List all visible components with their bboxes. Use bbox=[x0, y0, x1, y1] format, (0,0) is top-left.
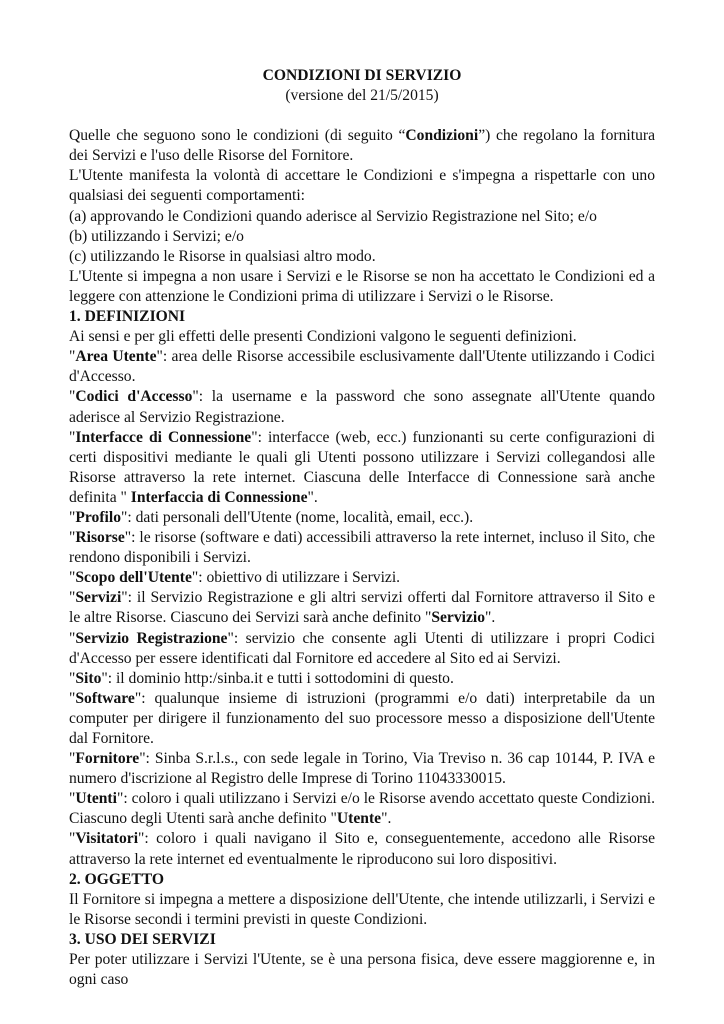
text-run: ": le risorse (software e dati) accessibili attraverso la rete internet, incluso il Sito, che rendono disponibili i Servizi. bbox=[69, 529, 655, 567]
paragraph bbox=[69, 890, 655, 930]
paragraph bbox=[69, 950, 655, 990]
document-title: CONDIZIONI DI SERVIZIO bbox=[262, 67, 462, 84]
defined-term: Profilo bbox=[75, 508, 121, 526]
document-page bbox=[69, 66, 655, 990]
paragraph bbox=[69, 588, 655, 628]
paragraph bbox=[69, 629, 655, 669]
text-run: " bbox=[69, 689, 76, 707]
text-run: L'Utente si impegna a non usare i Servizi e le Risorse se non ha accettato le Condizioni ed a leggere con attenzione le Condizioni prima di utilizzare i Servizi o le Risorse. bbox=[69, 267, 655, 305]
text-run: ". bbox=[381, 810, 392, 828]
text-run: ": coloro i quali utilizzano i Servizi e/o le Risorse avendo accettato queste Condizioni. Ciascuno degli Utenti sarà anche definito " bbox=[69, 790, 655, 828]
text-run: ": interfacce (web, ecc.) funzionanti su certe configurazioni di certi dispositivi mediante le quali gli Utenti possono utilizzare i Servizi collegandosi alle Risorse attraverso la rete internet. Ciascuna delle Interfacce di Connessione sarà anche definita " bbox=[69, 428, 655, 506]
text-run: " bbox=[69, 589, 76, 607]
paragraph bbox=[69, 126, 655, 166]
text-run: " bbox=[69, 790, 76, 808]
defined-term: Visitatori bbox=[75, 830, 139, 848]
paragraph bbox=[69, 428, 655, 508]
text-run: " bbox=[69, 348, 76, 366]
defined-term: Utente bbox=[336, 810, 382, 828]
text-run: L'Utente manifesta la volontà di accettare le Condizioni e s'impegna a rispettarle con uno qualsiasi dei seguenti comportamenti: bbox=[69, 167, 655, 205]
text-run: Ai sensi e per gli effetti delle presenti Condizioni valgono le seguenti definizioni. bbox=[69, 328, 577, 346]
defined-term: Utenti bbox=[75, 790, 117, 808]
text-run: " bbox=[69, 669, 76, 687]
text-run: " bbox=[69, 508, 76, 526]
paragraph bbox=[69, 347, 655, 387]
text-run: ": qualunque insieme di istruzioni (programmi e/o dati) interpretabile da un computer per dirigere il funzionamento del suo processore messo a disposizione dell'Utente dal Fornitore. bbox=[69, 689, 655, 747]
text-run: 1. DEFINIZIONI bbox=[69, 308, 186, 326]
text-run: " bbox=[69, 830, 76, 848]
paragraph bbox=[69, 829, 655, 869]
defined-term: Fornitore bbox=[75, 750, 140, 768]
text-run: ": la username e la password che sono assegnate all'Utente quando aderisce al Servizio Registrazione. bbox=[69, 388, 655, 426]
document-body bbox=[69, 126, 655, 990]
text-run: " bbox=[69, 428, 76, 446]
text-run: ": il Servizio Registrazione e gli altri servizi offerti dal Fornitore attraverso il Sito e le altre Risorse. Ciascuno dei Servizi sarà anche definito " bbox=[69, 589, 655, 627]
text-run: Quelle che seguono sono le condizioni (di seguito “ bbox=[69, 127, 406, 145]
text-run: ": Sinba S.r.l.s., con sede legale in Torino, Via Treviso n. 36 cap 10144, P. IVA e numero d'iscrizione al Registro delle Imprese di Torino 11043330015. bbox=[69, 750, 655, 788]
paragraph bbox=[69, 387, 655, 427]
text-run: ": il dominio http:/sinba.it e tutti i sottodomini di questo. bbox=[101, 669, 454, 687]
defined-term: Sito bbox=[75, 669, 102, 687]
text-run: " bbox=[69, 569, 76, 587]
text-run: (a) approvando le Condizioni quando aderisce al Servizio Registrazione nel Sito; e/o bbox=[69, 207, 597, 225]
text-run: ". bbox=[485, 609, 496, 627]
text-run: Per poter utilizzare i Servizi l'Utente, se è una persona fisica, deve essere maggiorenne e, in ogni caso bbox=[69, 951, 655, 989]
paragraph bbox=[69, 749, 655, 789]
defined-term: Risorse bbox=[75, 529, 125, 547]
text-run: Il Fornitore si impegna a mettere a disposizione dell'Utente, che intende utilizzarli, i Servizi e le Risorse secondi i termini previsti in queste Condizioni. bbox=[69, 890, 655, 928]
paragraph bbox=[69, 166, 655, 206]
text-run: (c) utilizzando le Risorse in qualsiasi altro modo. bbox=[69, 247, 376, 265]
paragraph bbox=[69, 247, 655, 267]
text-run: ": obiettivo di utilizzare i Servizi. bbox=[191, 569, 401, 587]
defined-term: Area Utente bbox=[75, 348, 157, 366]
text-run: ”) che regolano la fornitura dei Servizi e l'uso delle Risorse del Fornitore. bbox=[69, 127, 655, 165]
section-heading bbox=[69, 307, 655, 327]
paragraph bbox=[69, 789, 655, 829]
text-run: ": area delle Risorse accessibile esclusivamente dall'Utente utilizzando i Codici d'Accesso. bbox=[69, 348, 655, 386]
text-run: " bbox=[69, 529, 76, 547]
paragraph bbox=[69, 669, 655, 689]
text-run: ": dati personali dell'Utente (nome, località, email, ecc.). bbox=[121, 508, 474, 526]
defined-term: Software bbox=[75, 689, 135, 707]
paragraph bbox=[69, 508, 655, 528]
text-run: 3. USO DEI SERVIZI bbox=[69, 930, 216, 948]
paragraph bbox=[69, 207, 655, 227]
paragraph bbox=[69, 267, 655, 307]
section-heading bbox=[69, 930, 655, 950]
text-run: ": coloro i quali navigano il Sito e, conseguentemente, accedono alle Risorse attraverso la rete internet ed eventualmente le riproducono sui loro dispositivi. bbox=[69, 830, 655, 868]
text-run: 2. OGGETTO bbox=[69, 870, 165, 888]
text-run: " bbox=[69, 388, 76, 406]
defined-term: Servizi bbox=[75, 589, 122, 607]
defined-term: Interfaccia di Connessione bbox=[130, 488, 308, 506]
text-run: " bbox=[69, 750, 76, 768]
paragraph bbox=[69, 689, 655, 749]
text-run: " bbox=[69, 629, 76, 647]
text-run: (b) utilizzando i Servizi; e/o bbox=[69, 227, 244, 245]
defined-term: Interfacce di Connessione bbox=[75, 428, 252, 446]
paragraph bbox=[69, 568, 655, 588]
text-run: ". bbox=[307, 488, 318, 506]
defined-term: Condizioni bbox=[405, 127, 479, 145]
text-run: ": servizio che consente agli Utenti di utilizzare i propri Codici d'Accesso per essere identificati dal Fornitore ed accedere al Sito ed ai Servizi. bbox=[69, 629, 655, 667]
document-version: (versione del 21/5/2015) bbox=[285, 87, 439, 105]
defined-term: Scopo dell'Utente bbox=[75, 569, 192, 587]
defined-term: Servizio bbox=[431, 609, 486, 627]
defined-term: Codici d'Accesso bbox=[75, 388, 193, 406]
paragraph bbox=[69, 327, 655, 347]
section-heading bbox=[69, 870, 655, 890]
paragraph bbox=[69, 528, 655, 568]
paragraph bbox=[69, 227, 655, 247]
defined-term: Servizio Registrazione bbox=[75, 629, 228, 647]
